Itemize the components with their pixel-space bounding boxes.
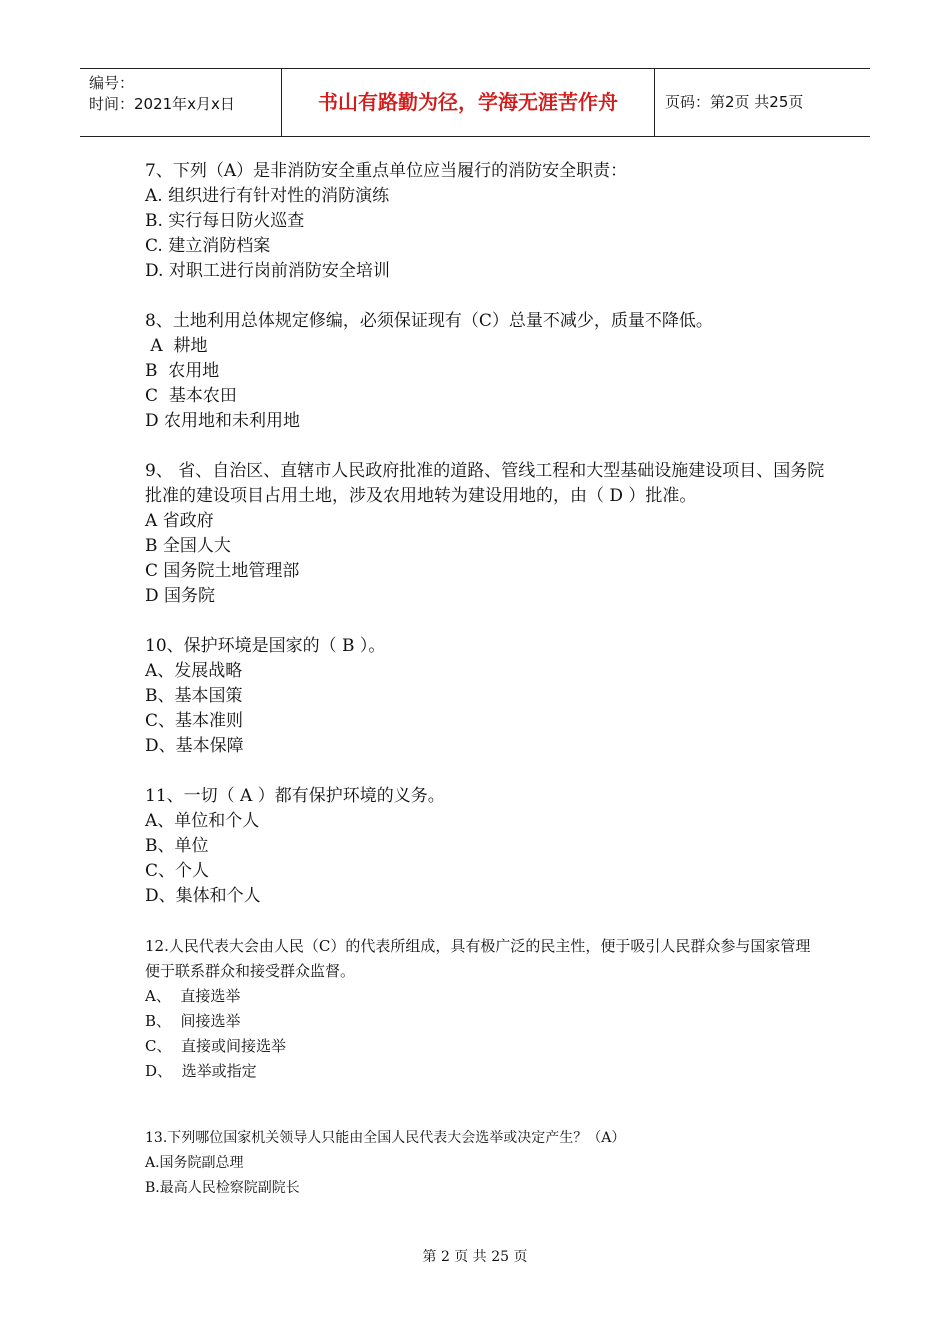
option: A.国务院副总理 [145, 1155, 244, 1171]
option: D 国务院 [145, 586, 216, 606]
time-label: 时间：2021年x月x日 [89, 95, 235, 113]
option: B、基本国策 [145, 686, 243, 706]
option: C. 建立消防档案 [145, 236, 271, 256]
option: B.最高人民检察院副院长 [145, 1180, 300, 1196]
question-10 [145, 634, 825, 759]
option: B 农用地 [145, 361, 220, 381]
option: A 省政府 [145, 511, 214, 531]
option: A、单位和个人 [145, 811, 260, 831]
page-footer: 第 2 页 共 25 页 [422, 1249, 528, 1265]
option: C 基本农田 [145, 386, 237, 406]
question-stem: 9、 省、自治区、直辖市人民政府批准的道路、管线工程和大型基础设施建设项目、国务院批准的建设项目占用土地，涉及农用地转为建设用地的，由（ D ）批准。 [145, 461, 825, 506]
header-motto: 书山有路勤为径，学海无涯苦作舟 [282, 69, 655, 136]
header-page-info: 页码：第2页 共25页 [665, 93, 804, 111]
option: A. 组织进行有针对性的消防演练 [145, 186, 390, 206]
page-header [80, 68, 870, 137]
option: C、 直接或间接选举 [145, 1037, 287, 1055]
question-stem: 13.下列哪位国家机关领导人只能由全国人民代表大会选举或决定产生？（A） [145, 1130, 626, 1146]
option: A 耕地 [145, 336, 208, 356]
option: A、发展战略 [145, 661, 243, 681]
option: B、单位 [145, 836, 209, 856]
question-stem: 10、保护环境是国家的（ B ）。 [145, 636, 386, 656]
option: B 全国人大 [145, 536, 231, 556]
question-11 [145, 784, 825, 909]
option: C、个人 [145, 861, 210, 881]
option: D、基本保障 [145, 736, 244, 756]
header-meta [80, 69, 282, 136]
option: D、 选举或指定 [145, 1062, 257, 1080]
question-8 [145, 309, 825, 434]
question-stem: 7、下列（A）是非消防安全重点单位应当履行的消防安全职责： [145, 161, 628, 181]
question-stem: 11、一切（ A ）都有保护环境的义务。 [145, 786, 445, 806]
question-stem: 8、土地利用总体规定修编，必须保证现有（C）总量不减少，质量不降低。 [145, 311, 713, 331]
option: C、基本准则 [145, 711, 244, 731]
question-7 [145, 159, 825, 284]
serial-label: 编号： [89, 74, 135, 92]
option: D 农用地和未利用地 [145, 411, 301, 431]
question-13 [145, 1126, 825, 1201]
option: C 国务院土地管理部 [145, 561, 300, 581]
option: B. 实行每日防火巡查 [145, 211, 305, 231]
question-stem: 12.人民代表大会由人民（C）的代表所组成，具有极广泛的民主性，便于吸引人民群众参与国家管理便于联系群众和接受群众监督。 [145, 937, 811, 980]
option: A、 直接选举 [145, 987, 241, 1005]
question-12 [145, 934, 825, 1084]
option: B、 间接选举 [145, 1012, 241, 1030]
option: D. 对职工进行岗前消防安全培训 [145, 261, 390, 281]
option: D、集体和个人 [145, 886, 261, 906]
question-9 [145, 459, 825, 609]
question-list [145, 159, 825, 1226]
